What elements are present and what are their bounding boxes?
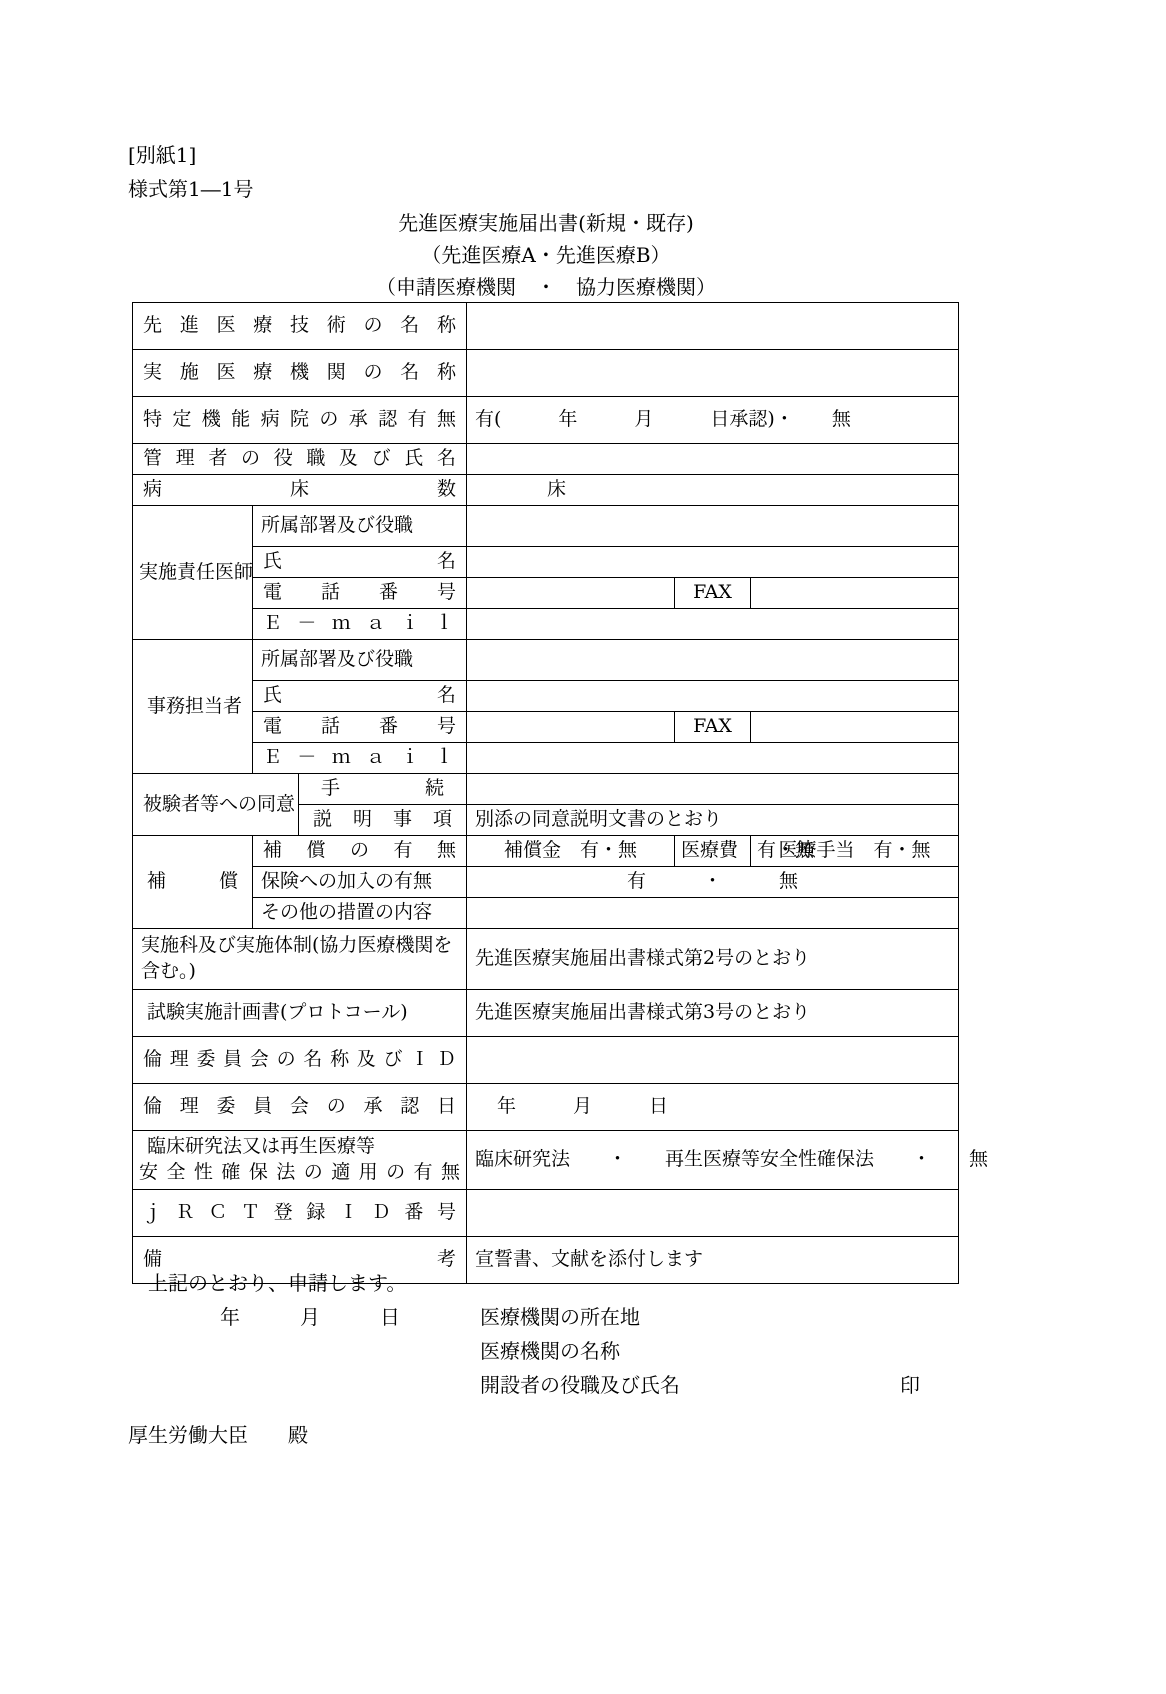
remarks-label: 備考: [133, 1237, 467, 1284]
institution-name-value[interactable]: [467, 350, 959, 397]
table-row-responsible-name: [133, 547, 959, 578]
tech-name-label: 先進医療技術の名称: [133, 303, 467, 350]
table-row-ethics-name: [133, 1037, 959, 1084]
admin-email-label: Ｅ－ｍａｉｌ: [253, 743, 467, 774]
dept-system-value[interactable]: 先進医療実施届出書様式第2号のとおり: [467, 929, 959, 990]
institution-name-label: 実施医療機関の名称: [133, 350, 467, 397]
responsible-doctor-label: 実施責任医師: [133, 506, 253, 640]
admin-dept-label: 所属部署及び役職: [253, 640, 467, 681]
table-row-jrct: [133, 1190, 959, 1237]
table-row-responsible-dept: [133, 506, 959, 547]
specific-hospital-label: 特定機能病院の承認有無: [133, 397, 467, 444]
responsible-email-label: Ｅ－ｍａｉｌ: [253, 609, 467, 640]
jrct-label: ｊＲＣＴ登録ＩＤ番号: [133, 1190, 467, 1237]
responsible-tel-label: 電話番号: [253, 578, 467, 609]
beds-value[interactable]: 床: [467, 475, 959, 506]
consent-label: 被験者等への同意: [133, 774, 299, 836]
table-row-compensation-insurance: [133, 867, 959, 898]
responsible-fax-label: FAX: [675, 578, 751, 609]
responsible-name-value[interactable]: [467, 547, 959, 578]
consent-explanation-value[interactable]: 別添の同意説明文書のとおり: [467, 805, 959, 836]
admin-staff-label: 事務担当者: [133, 640, 253, 774]
signature-founder-row: [128, 1368, 1028, 1402]
table-row-specific-hospital: [133, 397, 959, 444]
table-row-beds: [133, 475, 959, 506]
protocol-value[interactable]: 先進医療実施届出書様式第3号のとおり: [467, 990, 959, 1037]
consent-procedure-value[interactable]: [467, 774, 959, 805]
remarks-value[interactable]: 宣誓書、文献を添付します: [467, 1237, 959, 1284]
compensation-label: 補償: [133, 836, 253, 929]
table-row-protocol: [133, 990, 959, 1037]
admin-tel-label: 電話番号: [253, 712, 467, 743]
document-header: [128, 138, 1028, 206]
table-row-institution-name: [133, 350, 959, 397]
ethics-name-value[interactable]: [467, 1037, 959, 1084]
dept-system-label: 実施科及び実施体制(協力医療機関を含む。): [133, 929, 467, 990]
signature-institution-row: [128, 1334, 1028, 1368]
compensation-item-money[interactable]: 補償金 有・無: [467, 836, 675, 867]
title-line-3: （申請医療機関 ・ 協力医療機関）: [376, 275, 716, 299]
table-row-compensation-has: [133, 836, 959, 867]
law-label-line2: 安全性確保法の適用の有無: [139, 1161, 461, 1183]
institution-address-label: 医療機関の所在地: [480, 1305, 640, 1329]
law-label-line1: 臨床研究法又は再生医療等: [147, 1135, 376, 1158]
title-line-1: 先進医療実施届出書(新規・既存): [398, 211, 694, 235]
responsible-tel-value[interactable]: [467, 578, 675, 609]
table-row-manager: [133, 444, 959, 475]
ethics-date-value[interactable]: 年 月 日: [467, 1084, 959, 1131]
ethics-name-label: 倫理委員会の名称及びＩＤ: [133, 1037, 467, 1084]
table-row-admin-tel: [133, 712, 959, 743]
compensation-item-medical-fee[interactable]: 医療費 有・無: [675, 836, 751, 867]
table-row-responsible-tel: [133, 578, 959, 609]
signature-date[interactable]: 年 月 日: [220, 1305, 400, 1329]
founder-label: 開設者の役職及び氏名: [480, 1373, 680, 1397]
admin-fax-value[interactable]: [751, 712, 959, 743]
table-row-admin-name: [133, 681, 959, 712]
table-row-compensation-other: [133, 898, 959, 929]
title-line-2: （先進医療A・先進医療B）: [421, 243, 671, 267]
responsible-name-label: 氏名: [253, 547, 467, 578]
table-row-admin-dept: [133, 640, 959, 681]
admin-name-label: 氏名: [253, 681, 467, 712]
protocol-label: 試験実施計画書(プロトコール): [133, 990, 467, 1037]
compensation-insurance-label: 保険への加入の有無: [253, 867, 467, 898]
attachment-label: [別紙1]: [128, 143, 197, 167]
admin-dept-value[interactable]: [467, 640, 959, 681]
compensation-has-label: 補償の有無: [253, 836, 467, 867]
table-row-consent-procedure: [133, 774, 959, 805]
manager-value[interactable]: [467, 444, 959, 475]
table-row-tech-name: [133, 303, 959, 350]
addressee-row: [128, 1418, 1028, 1452]
admin-name-value[interactable]: [467, 681, 959, 712]
admin-email-value[interactable]: [467, 743, 959, 774]
form-number: 様式第1―1号: [128, 177, 254, 201]
document-title: [128, 207, 958, 303]
signature-date-row: [128, 1300, 1028, 1334]
tech-name-value[interactable]: [467, 303, 959, 350]
jrct-value[interactable]: [467, 1190, 959, 1237]
law-label: [133, 1131, 467, 1190]
beds-label: 病床数: [133, 475, 467, 506]
seal-mark: 印: [900, 1373, 920, 1397]
application-statement: 上記のとおり、申請します。: [148, 1271, 407, 1295]
consent-procedure-label: 手続: [299, 774, 467, 805]
manager-label: 管理者の役職及び氏名: [133, 444, 467, 475]
law-value[interactable]: 臨床研究法 ・ 再生医療等安全性確保法 ・ 無: [467, 1131, 959, 1190]
compensation-item-medical-allowance[interactable]: 医療手当 有・無: [751, 836, 959, 867]
compensation-other-value[interactable]: [467, 898, 959, 929]
ethics-date-label: 倫理委員会の承認日: [133, 1084, 467, 1131]
institution-name-label: 医療機関の名称: [480, 1339, 620, 1363]
compensation-insurance-value[interactable]: 有 ・ 無: [467, 867, 959, 898]
responsible-dept-value[interactable]: [467, 506, 959, 547]
admin-fax-label: FAX: [675, 712, 751, 743]
consent-explanation-label: 説明事項: [299, 805, 467, 836]
addressee: 厚生労働大臣 殿: [128, 1423, 308, 1447]
specific-hospital-value[interactable]: 有( 年 月 日承認)・ 無: [467, 397, 959, 444]
application-form-table: [132, 302, 989, 1284]
compensation-other-label: その他の措置の内容: [253, 898, 467, 929]
table-row-ethics-date: [133, 1084, 959, 1131]
table-row-law-applicability: [133, 1131, 959, 1190]
table-row-dept-system: [133, 929, 959, 990]
admin-tel-value[interactable]: [467, 712, 675, 743]
signature-block: [128, 1266, 1028, 1452]
table-row-admin-email: [133, 743, 959, 774]
responsible-fax-value[interactable]: [751, 578, 959, 609]
responsible-email-value[interactable]: [467, 609, 959, 640]
responsible-dept-label: 所属部署及び役職: [253, 506, 467, 547]
table-row-responsible-email: [133, 609, 959, 640]
